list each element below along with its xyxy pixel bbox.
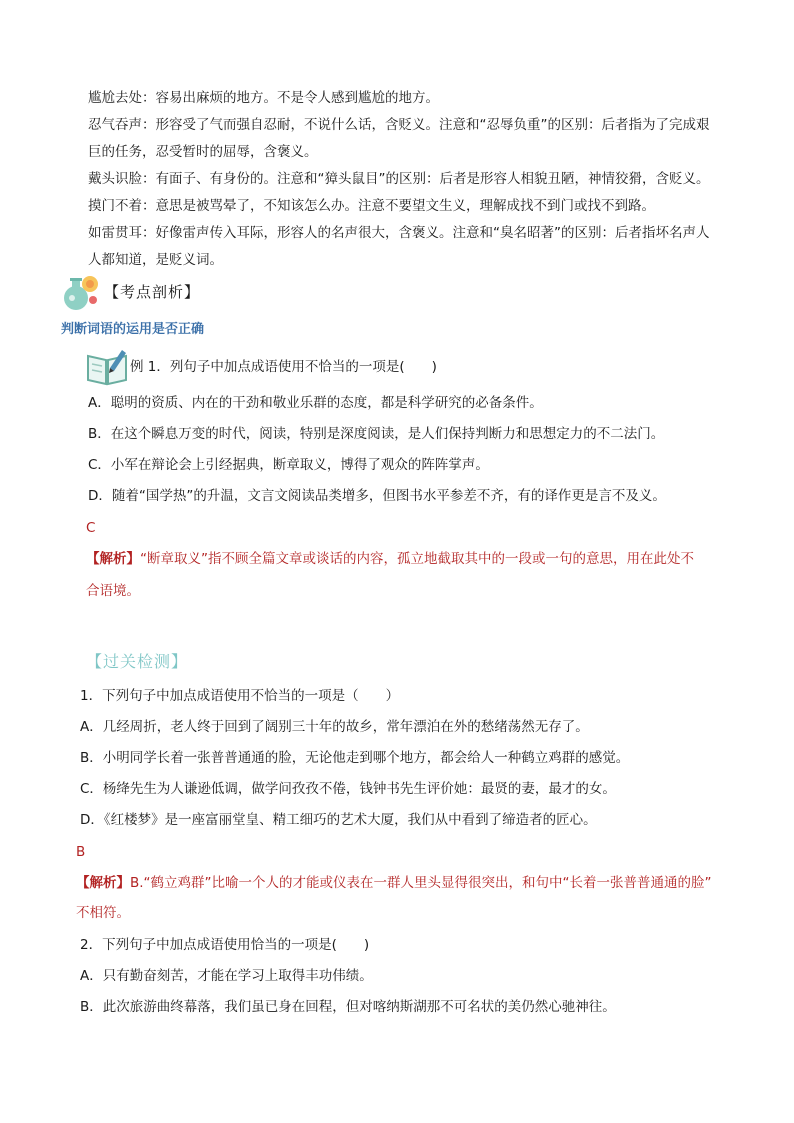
book-pencil-icon — [86, 348, 128, 386]
q1-option-a: A．几经周折，老人终于回到了阔别三十年的故乡，常年漂泊在外的愁绪荡然无存了。 — [80, 719, 589, 735]
glossary-line-4: 戴头识脸：有面子、有身份的。注意和“獐头鼠目”的区别：后者是形容人相貌丑陋，神情狡猾，含贬义。 — [88, 171, 710, 187]
q1-option-b: B．小明同学长着一张普普通通的脸，无论他走到哪个地方，都会给人一种鹤立鸡群的感觉。 — [80, 750, 630, 766]
q2-option-a: A．只有勤奋刻苦，才能在学习上取得丰功伟绩。 — [80, 968, 373, 984]
q1-analysis-line2: 不相符。 — [76, 905, 130, 921]
q1-analysis — [76, 874, 712, 892]
analysis-text: “断章取义”指不顾全篇文章或谈话的内容，孤立地截取其中的一段或一句的意思，用在此处不 — [140, 551, 694, 567]
analysis-label: 【解析】 — [86, 551, 140, 567]
q1-question: 1．下列句子中加点成语使用不恰当的一项是（ ） — [80, 688, 400, 704]
section-title-analysis: 【考点剖析】 — [104, 283, 201, 301]
q1-analysis-label: 【解析】 — [76, 875, 130, 891]
example-analysis-line2: 合语境。 — [86, 583, 140, 599]
glossary-line-6: 如雷贯耳：好像雷声传入耳际，形容人的名声很大，含褒义。注意和“臭名昭著”的区别：后者指坏名声人 — [88, 225, 710, 241]
q1-option-d: D．《红楼梦》是一座富丽堂皇、精工细巧的艺术大厦，我们从中看到了缔造者的匠心。 — [80, 812, 597, 828]
glossary-line-2: 忍气吞声：形容受了气而强自忍耐，不说什么话，含贬义。注意和“忍辱负重”的区别：后者指为了完成艰 — [88, 117, 710, 133]
q1-analysis-text: B.“鹤立鸡群”比喻一个人的才能或仪表在一群人里头显得很突出，和句中“长着一张普普通通的脸” — [130, 875, 712, 891]
q2-question: 2．下列句子中加点成语使用恰当的一项是( ) — [80, 937, 370, 953]
glossary-line-7: 人都知道，是贬义词。 — [88, 252, 223, 268]
glossary-line-1: 尴尬去处：容易出麻烦的地方。不是令人感到尴尬的地方。 — [88, 90, 439, 106]
glossary-line-5: 摸门不着：意思是被骂晕了，不知该怎么办。注意不要望文生义，理解成找不到门或找不到路。 — [88, 198, 655, 214]
example-option-c: C．小军在辩论会上引经据典，断章取义，博得了观众的阵阵掌声。 — [88, 457, 489, 473]
section-subtitle: 判断词语的运用是否正确 — [61, 322, 205, 337]
section-title-check: 【过关检测】 — [86, 652, 189, 671]
flask-icon — [60, 272, 102, 312]
q1-option-c: C．杨绛先生为人谦逊低调，做学问孜孜不倦，钱钟书先生评价她：最贤的妻，最才的女。 — [80, 781, 616, 797]
glossary-line-3: 巨的任务，忍受暂时的屈辱，含褒义。 — [88, 144, 318, 160]
example-option-b: B．在这个瞬息万变的时代，阅读，特别是深度阅读，是人们保持判断力和思想定力的不二法门。 — [88, 426, 665, 442]
example-question: 例 1．列句子中加点成语使用不恰当的一项是( ) — [130, 359, 437, 375]
example-option-d: D．随着“国学热”的升温，文言文阅读品类增多，但图书水平参差不齐，有的译作更是言不及义。 — [88, 488, 666, 504]
example-analysis — [86, 550, 694, 568]
example-option-a: A．聪明的资质、内在的干劲和敬业乐群的态度，都是科学研究的必备条件。 — [88, 395, 543, 411]
q2-option-b: B．此次旅游曲终幕落，我们虽已身在回程，但对喀纳斯湖那不可名状的美仍然心驰神往。 — [80, 999, 616, 1015]
example-answer: C — [86, 520, 96, 536]
q1-answer: B — [76, 844, 86, 860]
